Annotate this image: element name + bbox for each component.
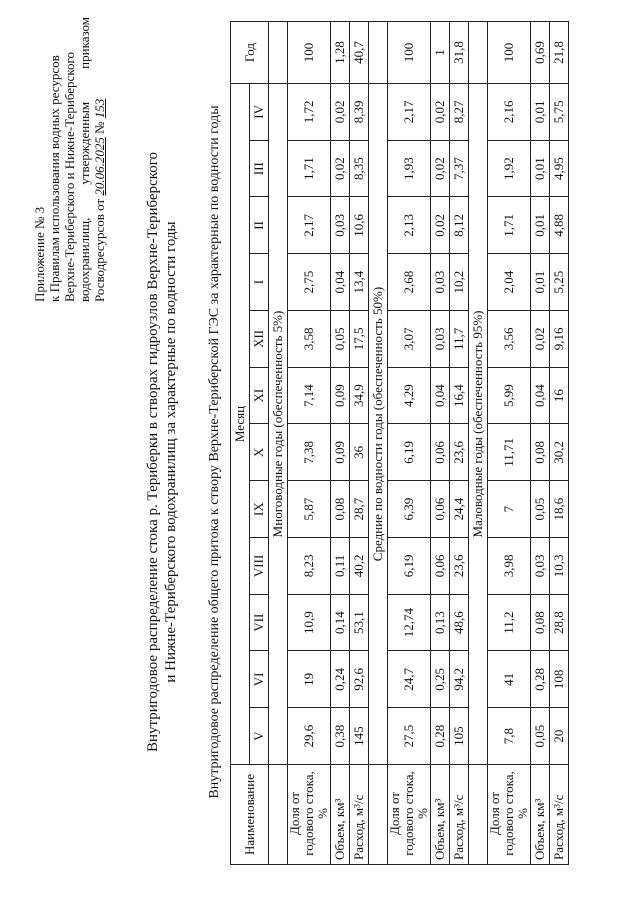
- empty-cell: [369, 765, 388, 865]
- value-cell: 24,4: [450, 481, 469, 538]
- value-cell: 10,3: [550, 538, 569, 595]
- section-title: Средние по водности годы (обеспеченность 50%): [369, 84, 388, 765]
- value-cell: 20: [550, 708, 569, 765]
- table-row: [288, 22, 331, 865]
- value-cell: 1,72: [288, 84, 331, 141]
- appendix-word: водохранилищ,: [77, 217, 92, 302]
- value-cell: 108: [550, 651, 569, 708]
- appendix-number: Приложение № 3: [32, 206, 47, 302]
- value-cell: 0,08: [531, 424, 550, 481]
- empty-cell: [469, 22, 488, 84]
- value-cell: 0,02: [431, 84, 450, 141]
- value-cell: 145: [350, 708, 369, 765]
- row-name: Расход, м³/с: [450, 765, 469, 865]
- table-row: [331, 22, 350, 865]
- value-cell: 11,7: [450, 311, 469, 368]
- table-row: [388, 22, 431, 865]
- value-cell: 1,71: [488, 197, 531, 254]
- month-group-header: Месяц: [231, 84, 250, 765]
- value-cell: 28,7: [350, 481, 369, 538]
- month-header: VIII: [250, 538, 269, 595]
- year-total-cell: 40,7: [350, 22, 369, 84]
- value-cell: 24,7: [388, 651, 431, 708]
- value-cell: 10,9: [288, 594, 331, 651]
- value-cell: 0,08: [331, 481, 350, 538]
- value-cell: 0,38: [331, 708, 350, 765]
- month-header: XII: [250, 311, 269, 368]
- value-cell: 8,23: [288, 538, 331, 595]
- year-total-cell: 100: [488, 22, 531, 84]
- month-header: III: [250, 140, 269, 197]
- value-cell: 29,6: [288, 708, 331, 765]
- year-total-cell: 100: [388, 22, 431, 84]
- flow-distribution-table: [230, 21, 569, 865]
- value-cell: 2,17: [388, 84, 431, 141]
- value-cell: 4,29: [388, 367, 431, 424]
- value-cell: 4,95: [550, 140, 569, 197]
- year-total-cell: 0,69: [531, 22, 550, 84]
- value-cell: 0,01: [531, 254, 550, 311]
- value-cell: 0,03: [331, 197, 350, 254]
- value-cell: 23,6: [450, 538, 469, 595]
- value-cell: 0,14: [331, 594, 350, 651]
- value-cell: 0,06: [431, 538, 450, 595]
- order-date: 20.06.2025: [92, 137, 107, 196]
- row-name: Объем, км³: [431, 765, 450, 865]
- document-title-line1: Внутригодовое распределение стока р. Териберки в створах гидроузлов Верхне-Териберского: [145, 151, 161, 753]
- value-cell: 0,08: [531, 594, 550, 651]
- table-row: [450, 22, 469, 865]
- month-header: I: [250, 254, 269, 311]
- value-cell: 0,24: [331, 651, 350, 708]
- value-cell: 28,8: [550, 594, 569, 651]
- value-cell: 11,71: [488, 424, 531, 481]
- appendix-block: [32, 17, 107, 302]
- value-cell: 0,28: [431, 708, 450, 765]
- value-cell: 7,14: [288, 367, 331, 424]
- months-header-row: [250, 22, 269, 865]
- value-cell: 0,02: [531, 311, 550, 368]
- value-cell: 36: [350, 424, 369, 481]
- appendix-order-prefix: Росводресурсов от: [92, 198, 107, 302]
- empty-cell: [469, 765, 488, 865]
- row-name: Расход, м³/с: [350, 765, 369, 865]
- empty-cell: [369, 22, 388, 84]
- value-cell: 0,04: [331, 254, 350, 311]
- value-cell: 0,06: [431, 424, 450, 481]
- value-cell: 0,02: [331, 84, 350, 141]
- name-column-header: Наименование: [231, 765, 269, 865]
- empty-cell: [269, 22, 288, 84]
- value-cell: 2,16: [488, 84, 531, 141]
- value-cell: 0,04: [431, 367, 450, 424]
- table-row: [431, 22, 450, 865]
- value-cell: 3,58: [288, 311, 331, 368]
- value-cell: 12,74: [388, 594, 431, 651]
- value-cell: 3,98: [488, 538, 531, 595]
- value-cell: 7,37: [450, 140, 469, 197]
- appendix-word: утвержденным: [77, 101, 92, 185]
- table-row: [550, 22, 569, 865]
- value-cell: 0,09: [331, 367, 350, 424]
- value-cell: 0,02: [331, 140, 350, 197]
- value-cell: 5,99: [488, 367, 531, 424]
- value-cell: 8,27: [450, 84, 469, 141]
- section-header-row: [369, 22, 388, 865]
- value-cell: 9,16: [550, 311, 569, 368]
- value-cell: 2,13: [388, 197, 431, 254]
- section-header-row: [269, 22, 288, 865]
- appendix-line: к Правилам использования водных ресурсов: [47, 55, 62, 302]
- row-name: Объем, км³: [331, 765, 350, 865]
- value-cell: 0,11: [331, 538, 350, 595]
- value-cell: 0,01: [531, 140, 550, 197]
- value-cell: 1,92: [488, 140, 531, 197]
- table-row: [531, 22, 550, 865]
- value-cell: 0,02: [431, 140, 450, 197]
- value-cell: 0,03: [431, 311, 450, 368]
- value-cell: 5,87: [288, 481, 331, 538]
- value-cell: 0,05: [531, 481, 550, 538]
- value-cell: 27,5: [388, 708, 431, 765]
- value-cell: 19: [288, 651, 331, 708]
- value-cell: 0,05: [531, 708, 550, 765]
- value-cell: 16: [550, 367, 569, 424]
- value-cell: 53,1: [350, 594, 369, 651]
- appendix-line: Верхне-Териберского и Нижне-Териберского: [62, 52, 77, 302]
- month-header: II: [250, 197, 269, 254]
- value-cell: 5,25: [550, 254, 569, 311]
- value-cell: 23,6: [450, 424, 469, 481]
- row-name: Объем, км³: [531, 765, 550, 865]
- value-cell: 17,5: [350, 311, 369, 368]
- value-cell: 18,6: [550, 481, 569, 538]
- order-number: 153: [92, 98, 107, 119]
- value-cell: 40,2: [350, 538, 369, 595]
- month-header: IV: [250, 84, 269, 141]
- month-header: VII: [250, 594, 269, 651]
- value-cell: 0,01: [531, 197, 550, 254]
- section-title: Маловодные годы (обеспеченность 95%): [469, 84, 488, 765]
- value-cell: 1,93: [388, 140, 431, 197]
- value-cell: 94,2: [450, 651, 469, 708]
- value-cell: 13,4: [350, 254, 369, 311]
- row-name: Доля от годового стока, %: [288, 765, 331, 865]
- value-cell: 0,02: [431, 197, 450, 254]
- year-total-cell: 100: [288, 22, 331, 84]
- section-title: Многоводные годы (обеспеченность 5%): [269, 84, 288, 765]
- month-header: IX: [250, 481, 269, 538]
- value-cell: 2,17: [288, 197, 331, 254]
- value-cell: 6,19: [388, 424, 431, 481]
- value-cell: 6,19: [388, 538, 431, 595]
- rotated-page: [20, 12, 620, 892]
- value-cell: 0,03: [531, 538, 550, 595]
- appendix-line: [77, 17, 92, 302]
- value-cell: 8,35: [350, 140, 369, 197]
- value-cell: 105: [450, 708, 469, 765]
- month-header: VI: [250, 651, 269, 708]
- row-name: Расход, м³/с: [550, 765, 569, 865]
- year-total-cell: 1,28: [331, 22, 350, 84]
- value-cell: 11,2: [488, 594, 531, 651]
- value-cell: 41: [488, 651, 531, 708]
- value-cell: 16,4: [450, 367, 469, 424]
- value-cell: 10,2: [450, 254, 469, 311]
- year-column-header: Год: [231, 22, 269, 84]
- value-cell: 7,38: [288, 424, 331, 481]
- value-cell: 0,28: [531, 651, 550, 708]
- order-number-label: №: [92, 121, 107, 134]
- year-total-cell: 21,8: [550, 22, 569, 84]
- row-name: Доля от годового стока, %: [488, 765, 531, 865]
- value-cell: 0,03: [431, 254, 450, 311]
- month-header: V: [250, 708, 269, 765]
- value-cell: 7: [488, 481, 531, 538]
- value-cell: 8,39: [350, 84, 369, 141]
- value-cell: 3,56: [488, 311, 531, 368]
- value-cell: 0,09: [331, 424, 350, 481]
- year-total-cell: 31,8: [450, 22, 469, 84]
- value-cell: 0,06: [431, 481, 450, 538]
- empty-cell: [269, 765, 288, 865]
- table-row: [350, 22, 369, 865]
- value-cell: 2,04: [488, 254, 531, 311]
- value-cell: 2,68: [388, 254, 431, 311]
- value-cell: 7,8: [488, 708, 531, 765]
- value-cell: 0,01: [531, 84, 550, 141]
- value-cell: 10,6: [350, 197, 369, 254]
- value-cell: 0,05: [331, 311, 350, 368]
- appendix-word: приказом: [77, 17, 92, 69]
- month-header: XI: [250, 367, 269, 424]
- appendix-order-line: [92, 17, 107, 302]
- value-cell: 48,6: [450, 594, 469, 651]
- value-cell: 0,04: [531, 367, 550, 424]
- month-header: X: [250, 424, 269, 481]
- value-cell: 6,39: [388, 481, 431, 538]
- value-cell: 8,12: [450, 197, 469, 254]
- document-title-line2: и Нижне-Териберского водохранилищ за характерные по водности годы: [163, 221, 179, 683]
- row-name: Доля от годового стока, %: [388, 765, 431, 865]
- value-cell: 34,9: [350, 367, 369, 424]
- table-row: [488, 22, 531, 865]
- value-cell: 92,6: [350, 651, 369, 708]
- value-cell: 0,13: [431, 594, 450, 651]
- value-cell: 5,75: [550, 84, 569, 141]
- value-cell: 3,07: [388, 311, 431, 368]
- value-cell: 1,71: [288, 140, 331, 197]
- value-cell: 0,25: [431, 651, 450, 708]
- value-cell: 30,2: [550, 424, 569, 481]
- value-cell: 4,88: [550, 197, 569, 254]
- year-total-cell: 1: [431, 22, 450, 84]
- value-cell: 2,75: [288, 254, 331, 311]
- section-header-row: [469, 22, 488, 865]
- table-caption: Внутригодовое распределение общего притока к створу Верхне-Териберской ГЭС за характерные по водности годы: [207, 105, 222, 799]
